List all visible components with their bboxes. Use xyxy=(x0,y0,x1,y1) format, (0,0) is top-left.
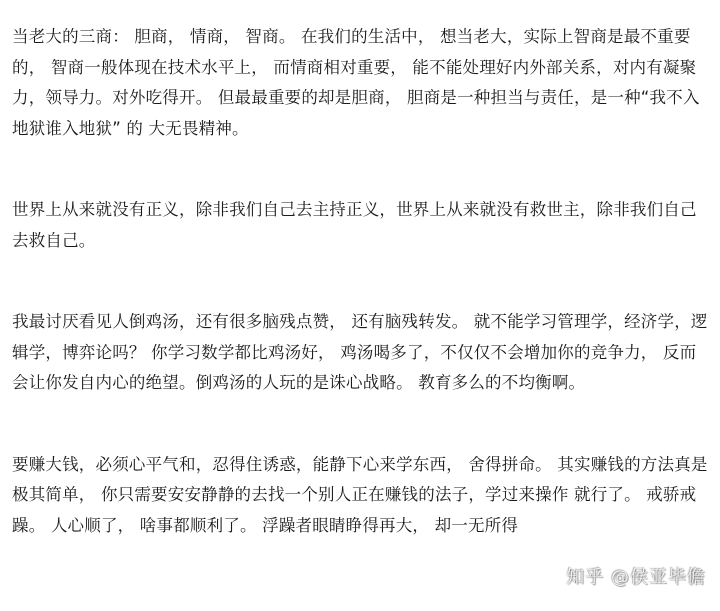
zhihu-watermark: 知乎 @侯亚毕儋 xyxy=(566,567,706,588)
paragraph-chicken-soup: 我最讨厌看见人倒鸡汤，还有很多脑残点赞， 还有脑残转发。 就不能学习管理学，经济学，逻辑学，博弈论吗？ 你学习数学都比鸡汤好， 鸡汤喝多了，不仅仅不会增加你的竞争力， 反而会让你发自内心的绝望。倒鸡汤的人玩的是诛心战略。 教育多么的不均衡啊。 xyxy=(12,312,708,392)
paragraph-making-money: 要赚大钱，必须心平气和，忍得住诱惑，能静下心来学东西， 舍得拼命。 其实赚钱的方法真是极其简单， 你只需要安安静静的去找一个别人正在赚钱的法子，学过来操作 就行了。 戒骄戒躁。 人心顺了， 啥事都顺利了。 浮躁者眼睛睁得再大， 却一无所得 xyxy=(12,454,708,535)
paragraph-three-quotients: 当老大的三商： 胆商， 情商， 智商。 在我们的生活中， 想当老大，实际上智商是最不重要的， 智商一般体现在技术水平上， 而情商相对重要， 能不能处理好内外部关系，对内有凝聚力，领导力。对外吃得开。 但最最重要的却是胆商， 胆商是一种担当与责任，是一种“我不入地狱谁入地狱” 的 大无畏精神。 xyxy=(12,27,700,138)
article-body xyxy=(12,22,712,541)
paragraph-justice: 世界上从来就没有正义，除非我们自己去主持正义，世界上从来就没有救世主，除非我们自己去救自己。 xyxy=(12,200,697,250)
